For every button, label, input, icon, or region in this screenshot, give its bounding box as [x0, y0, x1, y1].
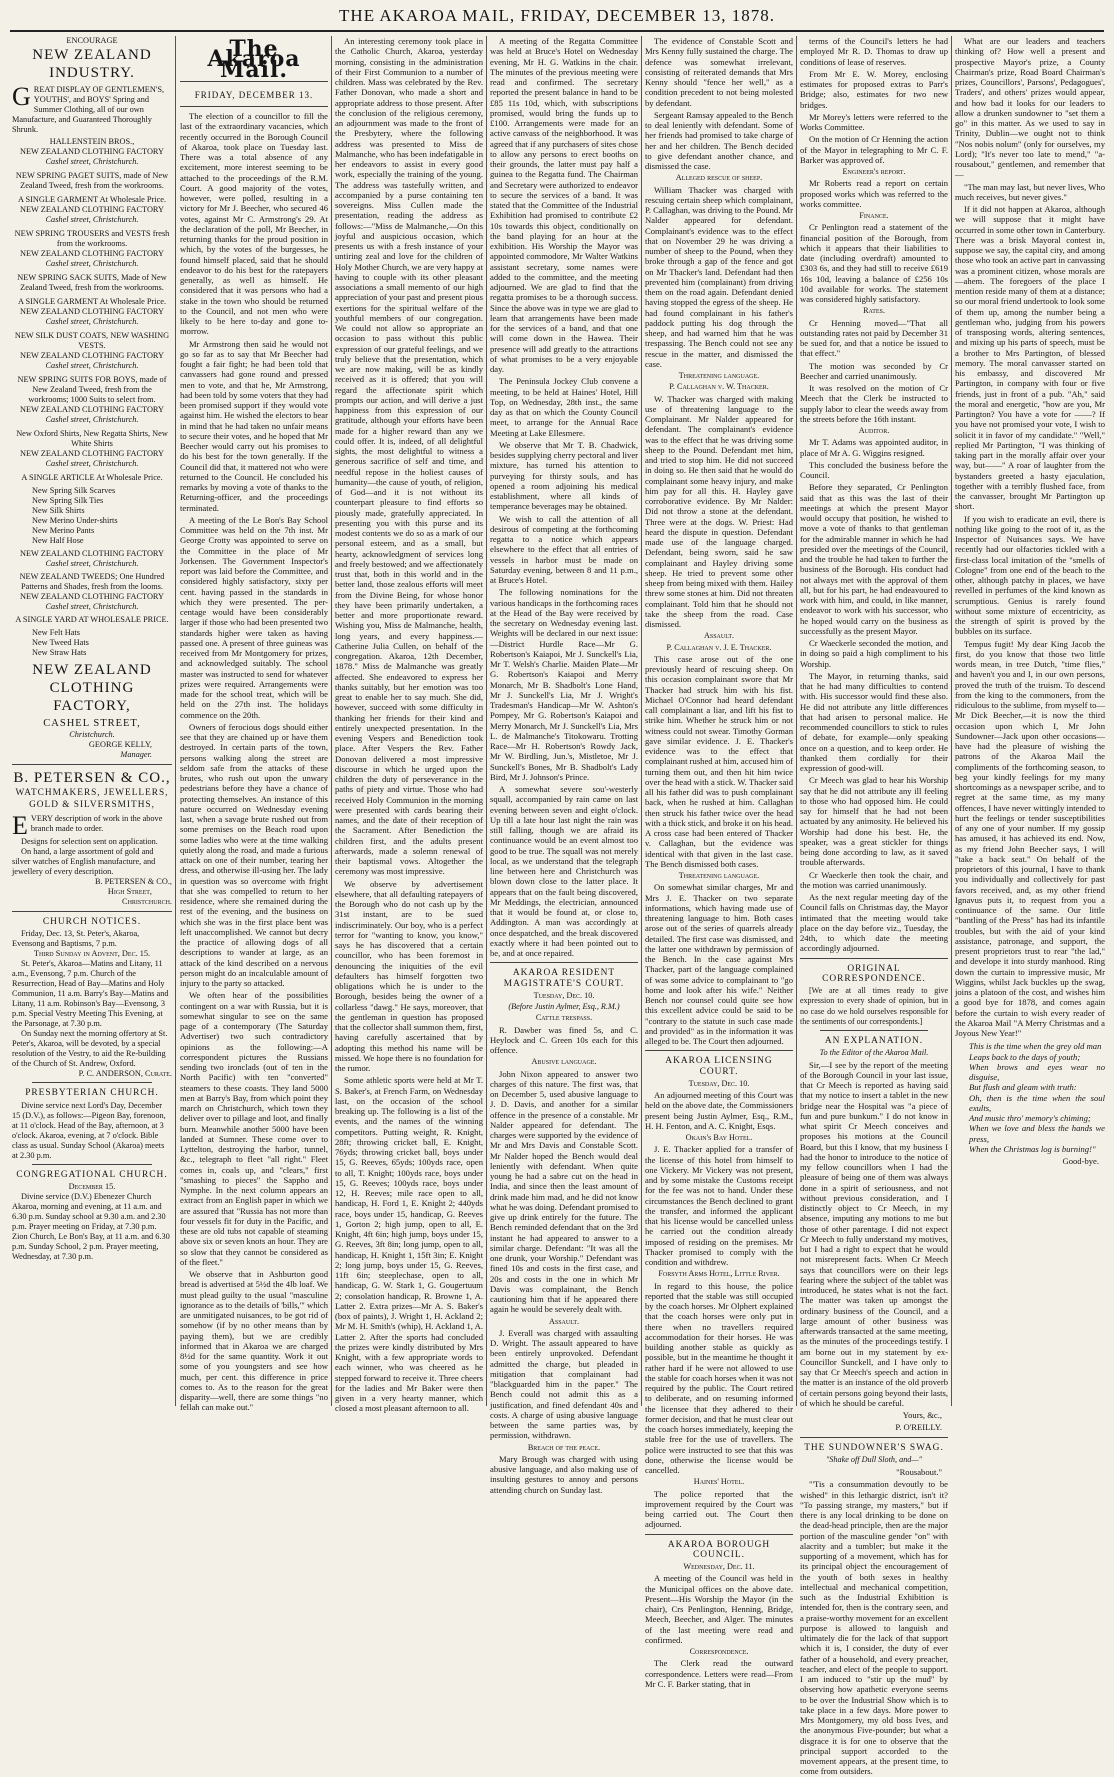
paragraph: We wish to call the attention of all desirous of competing at the forthcoming regatta to a notice which appears elsewhere to the effect that all entries of vessels in harbor must be made on Saturday evening, between 8 and 11 p.m., at Bruce's Hotel. — [490, 513, 638, 585]
divider — [645, 1534, 793, 1535]
divider — [32, 1082, 152, 1083]
factory-line: NEW ZEALAND CLOTHING FACTORY — [19, 449, 165, 458]
scarf-item: New Half Hose — [32, 536, 84, 545]
paragraph: On somewhat similar charges, Mr and Mrs J. E. Thacker on two separate informations, which having made use of threatening language to him. Both cases arose out of the series of quarrels already detailed. The first case was dismissed, and the latter one withdrawn by permission of the Bench. In the case against Mrs Thacker, part of the language complained of was some advice to complainant to "go home and look after his wife." Neither Bench nor counsel could quite see how this excellent advice could be said to be "contrary to the statute in such case made and provided" as in the information it was alleged to be. The Court then adjourned. — [645, 882, 793, 1046]
swag-heading: THE SUNDOWNER'S SWAG. — [804, 1442, 944, 1453]
paragraph: A meeting of the Regatta Committee was held at Bruce's Hotel on Wednesday evening, Mr H. G. Watkins in the chair. The minutes of the previous meeting were read and confirmed. The secretary reported the present balance in hand to be £85 11s 10d, which, with subscriptions promised, would bring the funds up to £100. Arrangements were made for an active canvass of the neighborhood. It was agreed that if any purchasers of sites chose to allow any persons to erect booths on their grounds, the latter must pay half a guinea to the Regatta fund. The Chairman and Secretary were authorized to endeavor to secure the services of a band. It was stated that the Committee of the Industrial Exhibition had promised to contribute £2 10s towards this object, conditionally on the band playing for an hour at the exhibition. His Worship the Mayor was appointed commodore, Mr Walter Watkins assistant secretary, some names were added to the committee, and the meeting adjourned. We are glad to find that the regatta promises to be a thorough success. Since the above was in type we are glad to learn that arrangements have been made for the services of a band, and that one will come down in the Hawea. Their presence will add greatly to the attractions of what promises to be a very enjoyable day. — [490, 36, 638, 374]
paragraph: A meeting of the Le Bon's Bay School Committee was held on the 7th inst. Mr George Crotty was appointed to serve on the Committee in the place of Mr Jorkensen. The Government Inspector's report was laid before the Committee, and considered highly satisfactory, sixty per cent. having passed in the standards in which they were presented. The per-centage would have been considerably larger if those who had been presented two standards higher were taken as having passed one. A present of three guineas was received from Mr Montgomery for prizes, and acknowledged suitably. The school master was instructed to send for whatever prizes were required. Arrangements were made for the school treat, which will be held on the 27th inst. The holidays commence on the 20th. — [180, 514, 328, 720]
licensing-heading: AKAROA LICENSING COURT. — [665, 1056, 773, 1077]
paragraph: "The man may last, but never lives, Who much receives, but never gives." — [955, 181, 1105, 202]
factory-line: NEW ZEALAND CLOTHING FACTORY — [19, 405, 165, 414]
assault-heading: Assault. — [703, 631, 735, 641]
letter-yours: Yours, &c., — [902, 1410, 942, 1420]
divider — [645, 1050, 793, 1051]
paragraph: If you wish to eradicate an evil, there is nothing like going to the root of it, as the Inspector of Nuisances says. We have recently had our olfactories tickled with a first-class local imitation of the "smells of Cologne" from one end of the beach to the other, although patchy in places, we have revelled in perfumes of the kind known as scrumptious. Genius is rarely found without some mixture of eccentricity, as the strength of spirit is proved by the bubbles on its surface. — [955, 513, 1105, 637]
hat-item: New Straw Hats — [32, 648, 87, 657]
explanation-letter: Sir,—I see by the report of the meeting of the Borough Council in your last issue, that Cr Meech is reported as having said that my notice to insert a tablet in the new bridge near the Hospital was "a piece of fun and pure bunkum." I do not know in what spirit Cr Meech conceives and proposes his motions at the Council Board, but this I know, that my business I had the honor to introduce to the notice of my fellow councillors when I had the pleasure of being one of them was always done in a spirit of seriousness, and not without previous consideration, and I distinctly object to Cr Meech, in my absence, imputing any motions to me but those of other parentage. I did not expect Cr Meech to fully understand my motives, but I had a right to expect that he would not misrepresent facts. When Cr Meech says that councillors were on their legs fearing where the subject of the tablet was introduced, he states what is not the fact. The matter was taken up amongst the ordinary business of the Council, and a large amount of other business was afterwards transacted at the same meeting, as the minutes of the proceedings testify. I am borne out in my statement by ex-Councillor Sunckell, and I have only to say that Cr Meech's speech and action in the matter is an instance of the old proverb of certain persons going beyond their lasts, of which he should be careful. — [800, 1059, 948, 1408]
petersen-name: B. PETERSEN & CO., — [13, 770, 171, 786]
borough-heading: AKAROA BOROUGH COUNCIL. — [667, 1539, 771, 1560]
engineer-heading: Engineer's report. — [842, 167, 906, 176]
column-2-editorial — [180, 36, 328, 1413]
paragraph: Cr Waeckerle then took the chair, and the motion was carried unanimously. — [800, 869, 948, 890]
borough-date: Wednesday, Dec. 11. — [683, 1562, 755, 1571]
paragraph: The motion was seconded by Cr Beecher and carried unanimously. — [800, 360, 948, 381]
church-services: St. Peter's, Akaroa—Matins and Litany, 11 a.m., Evensong, 7 p.m. Church of the Resurrection, Head of Bay—Matins and Holy Communion, 11 a.m. Barry's Bay—Matins and Litany, 11 a.m. Robinson's Bay—Evensong, 3 p.m. Special Vestry Meeting This Evening, at the Parsonage, at 7.30 p.m. — [12, 959, 169, 1029]
column-divider — [175, 36, 176, 1406]
paragraph: Mr Roberts read a report on certain proposed works which was referred to the works committee. — [800, 178, 948, 209]
threatening-heading: Threatening language. — [678, 371, 760, 380]
column-divider — [331, 36, 332, 1406]
factory-address: Cashel street, Christchurch. — [45, 415, 139, 424]
threatening2 — [645, 882, 793, 1046]
finance-heading: Finance. — [859, 211, 889, 220]
assault — [645, 654, 793, 869]
court-peace: Mary Brough was charged with using abusive language, and also making use of insulting gestures to annoy and persons attending church on Sunday last. — [490, 1453, 638, 1495]
congregational-body: Divine service (D.V.) Ebenezer Church Akaroa, morning and evening, at 11 a.m. and 6.30 p.m. Sunday school at 9.30 a.m. and 2.30 p.m. Prayer meeting on Friday, at 7.30 p.m. Zion Church, Le Bon's Bay, at 11 a.m. and 6.30 p.m. Sunday School, 2 p.m. Prayer meeting, Wednesday, at 7.30 p.m. — [12, 1191, 170, 1261]
news-paragraphs — [335, 36, 483, 1414]
hat-item: New Felt Hats — [32, 628, 80, 637]
church-signature: P. C. ANDERSON, Curate. — [78, 1069, 172, 1079]
court-assault-heading: Assault. — [548, 1316, 580, 1326]
swag-motto: "Shake off Dull Sloth, and—" — [825, 1454, 923, 1464]
masthead: THE AKAROA MAIL, FRIDAY, DECEMBER 13, 1878. — [339, 6, 775, 25]
correspondence-disclaimer: [We are at all times ready to give expression to every shade of opinion, but in no case do we hold ourselves responsible for the sentiments of our correspondents.] — [800, 986, 948, 1026]
paragraph: We often hear of the possibilities contingent on a war with Russia, but it is somewhat singular to see on the same page of a contemporary (The Saturday Advertiser) two such contradictory opinions as the following:—A correspondent pictures the Russians sending two ironclads (out of ten in the North Pacific) with ten "converted" steamers to these coasts. They land 5000 men at Barry's Bay, from which point they march on Christchurch, which town they deliver over to pillage and loot, and finally burn. Meanwhile another 5000 have been landed at Sumner. These come over to Lyttelton, destroying the harbor, tunnel, &c., telegraph to fleet "all right." Fleet comes in, coals up, and "clears," first "smashing to pieces" the Sappho and Nymphe. In the next column appears an extract from an English paper in which we are assured that "Russia has not more than four vessels fit for duty in the Pacific, and these are old tubs not capable of steaming above six or seven knots an hour. They are so slow that they cannot be considered as of the fleet." — [180, 990, 328, 1267]
paragraph: On the motion of Cr Henning the action of the Mayor in telegraphing to Mr C. F. Barker was approved of. — [800, 134, 948, 165]
news-paragraphs — [490, 36, 638, 958]
church-note: On Sunday next the morning offertory at St. Peter's, Akaroa, will be devoted, by a special resolution of the Vestry, to aid the Re-building of the Church of St. Andrew, Oxford. — [12, 1029, 168, 1069]
verse-line: But flush and gleam with truth: — [969, 1082, 1077, 1093]
factory-address: Cashel street, Christchurch. — [45, 459, 139, 468]
ad-item: A SINGLE GARMENT At Wholesale Price. — [17, 297, 167, 306]
explanation-heading: AN EXPLANATION. — [824, 1036, 924, 1046]
ad-dropcap: G — [12, 82, 31, 111]
masthead-rule — [10, 30, 1104, 32]
threatening — [645, 394, 793, 630]
paragraph: If it did not happen at Akaroa, although we will suppose that it might have occurred in some other town in Canterbury. There was a brisk Mayoral contest in, suppose we say, the capital city, and among those who took an active part in canvassing was a prominent citizen, whose morals are—ahem. The foregoers of the place I mention reside many of them at a distance; so our moral friend undertook to look some of them up, among the number being a gentleman who, judging from his powers of transposing words, altering sentences, and mixing up his parts of speech, must be a brother to Mrs Partington, of blessed memory. The moral canvasser started on his embassy, and discovered Mr Partington, in company with four or five friends, just in front of a pub. "Ah," said the moral and energetic, "how are you, Mr Partington? You have a vote for ——? If you have not promised your vote, I wish to solicit it in favor of my candidate." "Well," replied Mr Partington, "I was thinking of taking part in the morally affair over your way, but——" A roar of laughter from the bystanders greeted a hasty ejaculation, together with a terribly flushed face, from the canvasser, brought Mr Partington up short. — [955, 204, 1105, 512]
petersen-body3: On hand, a large assortment of gold and silver watches of English manufacture, and jewellery of every description. — [12, 847, 156, 876]
verse-line: When we love and bless the hands we press, — [969, 1123, 1105, 1144]
swag-paragraphs-continued — [955, 36, 1105, 1038]
ad-item-list — [12, 171, 172, 469]
columns — [12, 36, 1106, 1777]
paragraph: Cr Henning moved—"That all outstanding rates not paid by December 31 be sued for, and that a notice be issued to that effect." — [800, 317, 948, 359]
paragraph: We observe that Mr T. B. Chadwick, besides supplying cherry pectoral and liver mixture, has turned his attention to purveying for thirsty souls, and has opened a room adjoining his medical establishment, where all kinds of temperance beverages may be obtained. — [490, 439, 638, 512]
haines-heading: Haines' Hotel. — [693, 1477, 745, 1487]
column-5-court — [645, 36, 793, 1689]
verse-line: And music thro' memory's chiming; — [969, 1113, 1091, 1123]
factory-address: Cashel street, Christchurch. — [45, 259, 139, 268]
court-peace-heading: Breach of the peace. — [527, 1442, 601, 1452]
single-article: A SINGLE ARTICLE At Wholesale Price. — [21, 473, 163, 482]
factory-ad-city: Christchurch. — [69, 730, 115, 739]
paragraph: Before they separated, Cr Penlington said that as this was the last of their meetings at which the present Mayor would occupy that position, he wished to move a vote of thanks to that gentleman for the admirable manner in which he had presided over the meetings of the Council, and the trouble he had taken to further the business of the Borough. His conduct had not always met with the approval of them all, but for his part, he had endeavoured to work with him, and could, in like manner, endeavor to work with his successor, who he hoped would carry on the business as successfully as the present Mayor. — [800, 482, 948, 636]
auditor-heading: Auditor. — [858, 426, 890, 435]
verse-line: Leaps back to the days of youth; — [969, 1051, 1081, 1062]
editorial-paragraphs — [180, 111, 328, 1413]
petersen-body2: Designs for selection sent on application. — [21, 837, 158, 846]
church-notice-friday: Friday, Dec. 13, St. Peter's, Akaroa, Evensong and Baptisms, 7 p.m. — [12, 929, 140, 949]
divider — [12, 911, 172, 912]
paragraph: As the next regular meeting day of the Council falls on Christmas day, the Mayor intimated that the meeting would take place on the day before viz., Tuesday, the 24th, to which date the meeting accordingly adjourned. — [800, 892, 948, 954]
congregational-heading: CONGREGATIONAL CHURCH. — [16, 1169, 168, 1180]
dateline: FRIDAY, DECEMBER 13. — [194, 89, 314, 100]
paragraph: Cr Penlington read a statement of the financial position of the Borough, from which it appears that their liabilities to date (including overdraft) amounted to £303 6s, and they had still to receive £619 16s 10d, leaving a balance of £256 10s 10d available for works. The statement was considered highly satisfactory. — [800, 222, 948, 304]
congregational-date: December 15. — [68, 1181, 116, 1191]
licensing-date: Tuesday, Dec. 10. — [688, 1078, 750, 1088]
court-cattle: R. Dawber was fined 5s, and C. Heylock and C. Green 10s each for this offence. — [490, 1024, 638, 1055]
okains-body: J. E. Thacker applied for a transfer of the license of this hotel from himself to one Vickery. Mr Vickery was not present, and by some mistake the Customs receipt for the fee was not to hand. Under these circumstances the Bench declined to grant the transfer, and informed the applicant that his license would be cancelled unless he carried out the condition already imposed of residing on the premises. Mr Thacker promised to comply with the condition and withdrew. — [645, 1144, 793, 1267]
factory-address: Cashel street, Christchurch. — [45, 361, 139, 370]
scarf-item: New Silk Shirts — [32, 506, 85, 515]
column-7-swag — [955, 36, 1105, 1406]
sheep-rescue — [645, 185, 793, 370]
ad-item: NEW SPRING SACK SUITS, Made of New Zealand Tweed, fresh from the workrooms. — [17, 273, 167, 292]
paragraph: Cr Meech was glad to hear his Worship say that he did not attribute any ill feeling to those who had opposed him. He could say for himself that he had not been actuated by any animosity. He believed his Worship had done his best. He, the speaker, was a great stickler for things being done according to law, as it saved trouble afterwards. — [800, 775, 948, 868]
paragraph: The following nominations for the various handicaps in the forthcoming races at the Head of the Bay were received by the secretary on Wednesday evening last. Weights will be declared in our next issue:—District Hurdle Race—Mr G. Robertson's Kaiapoi, Mr J. Sunckell's Lia, Mr T. Welsh's Charlie. Maiden Plate—Mr G. Robertson's Kaiapoi and Merry Monarch, Mr B. Shadbolt's Lone Hand, Mr J. Sunckell's Lia, Mr J. Wright's Tradesman's Handicap—Mr W. Ashton's Pompey, Mr G. Robertson's Kaiapoi and Merry Monarch, Mr J. Sunckell's Lia, Mrs L. de Malmanche's Titokowaru. Trotting Race—Mr H. Robertson's Rowdy Jack, Mr W. Birdling, Jun.'s, Mistletoe, Mr J. Sunckell's Bones, Mr B. Shadbolt's Lady Bird, Mr J. Johnson's Prince. — [490, 587, 638, 782]
sheep-rescue-heading: Alleged rescue of sheep. — [675, 173, 763, 183]
column-3-news — [335, 36, 483, 1414]
divider — [180, 106, 328, 107]
column-1-advertisements — [12, 36, 172, 1406]
court-abusive-heading: Abusive language. — [531, 1057, 597, 1067]
scarf-item: New Spring Silk Scarves — [32, 486, 116, 495]
divider — [490, 962, 638, 963]
paragraph: We observe that in Ashburton good bread is advertised at 5½d the 4lb loaf. We must plead guilty to the usual "masculine ignorance as to the details of 'bills,'" which are unmitigated nuisances, to be got rid of somehow (if by no other means than by paying them), but we are credibly informed that in Akaroa we are charged 8½d for the same quantity. Work it out some of you youngsters and see how much, per cent. this difference in price comes to. As to the reason for the great disparity—well, there are some things "no fellah can make out." — [180, 1269, 328, 1413]
petersen-trade: WATCHMAKERS, JEWELLERS, GOLD & SILVERSMITHS, — [15, 788, 169, 810]
column-4-news — [490, 36, 638, 1495]
ad-item: NEW SPRING TROUSERS and VESTS fresh from the workrooms. — [14, 229, 170, 248]
forsyth-heading: Forsyth Arms Hotel, Little River. — [658, 1269, 780, 1279]
verse-line: This is the time when the grey old man — [969, 1041, 1102, 1052]
scarf-item: New Merino Pants — [32, 526, 95, 535]
ad-item: A SINGLE GARMENT At Wholesale Price. — [17, 195, 167, 204]
ad-item: NEW SILK DUST COATS, NEW WASHING VESTS. — [14, 331, 170, 350]
paragraph: The evidence of Constable Scott and Mrs Kenny fully sustained the charge. The defence was somewhat irrelevant, consisting of reiterated demands that Mrs Kenny should "fence her well," as a condition precedent to not being molested by defendant. — [645, 36, 793, 108]
hats-list — [32, 628, 172, 658]
letter-signature: P. O'REILLY. — [895, 1422, 942, 1433]
divider — [800, 958, 948, 959]
factory-ad-role: Manager. — [120, 750, 152, 759]
factory-ad-line2: CLOTHING FACTORY, — [49, 680, 135, 714]
rates — [800, 318, 948, 425]
court-assault: J. Everall was charged with assaulting D. Wright. The assault appeared to have been entirely unprovoked. Defendant admitted the charge, but pleaded in mitigation that complainant had "blackguarded him in the paper." The Bench could not admit this as a justification, and fined defendant 40s and costs. A charge of using abusive language between the same parties was, by permission, withdrawn. — [490, 1327, 638, 1441]
explanation-to: To the Editor of the Akaroa Mail. — [819, 1048, 929, 1058]
presbyterian-body: Divine service next Lord's Day, December 15 (D.V.), as follows:—Pigeon Bay, forenoon, at 11 o'clock. Head of the Bay, afternoon, at 3 o'clock. Akaroa, evening, at 7 o'clock. Bible class as usual. Sunday School (Akaroa) meets at 2.30 p.m. — [12, 1100, 166, 1160]
single-yard: A SINGLE YARD AT WHOLESALE PRICE. — [15, 615, 169, 624]
factory-address: Cashel street, Christchurch. — [45, 559, 139, 568]
column-divider — [951, 36, 952, 1406]
factory-ad-line1: NEW ZEALAND — [32, 662, 152, 678]
swag-verse — [969, 1041, 1105, 1154]
paragraph: This case arose out of the one previously heard of rescuing sheep. On this occasion complainant swore that Mr Thacker had struck him with his fist. Michael O'Connor had heard defendant call complainant a liar, and lift his fist to strike him. Whether he struck him or not witness could not swear. Timothy Gorman gave similar evidence. J. E. Thacker's evidence was to the effect that complainant rushed at him, accused him of turning them out, and then hit him twice over the head with a stick. W. Thacker said all his father did was to push complainant back, when he rushed at him. Callaghan then struck his father twice over the head with a thick stick, and broke it on his head. A cross case had been entered of Thacker v. Callaghan, but the evidence was identical with that given in the last case. The Bench dismissed both cases. — [645, 653, 793, 869]
court-abusive: John Nixon appeared to answer two charges of this nature. The first was, that on December 5, used abusive language to J. D. Davis, and another for a similar offence in the presence of a constable. Mr Nalder appeared for defendant. The charges were supported by the evidence of Mr and Mrs Davis and Constable Scott. Mr Nalder hoped the Bench would deal leniently with defendant. When quite young he had a sabre cut on the head in India, and since then the least amount of drink made him mad, and he did not know what he was doing. Defendant promised to give up drink entirely for the future. The Bench reminded defendant that on the 3rd instant he had appeared to answer to a similar charge. Defendant: "It was all the one drunk, your Worship." Defendant was fined 10s and costs in the first case, and 20s and costs in the one in which Mr Davis was complainant, the Bench cautioning him that if he appeared there again he would be severely dealt with. — [490, 1068, 638, 1315]
factory-line: NEW ZEALAND CLOTHING FACTORY — [19, 249, 165, 258]
verse-line: When the Christmas log is burning!" — [969, 1143, 1096, 1154]
scarf-item: New Spring Silk Ties — [32, 496, 104, 505]
haines-body: The police reported that the improvement required by the Court was being carried out. The Court then adjourned. — [645, 1488, 793, 1530]
scarf-list — [32, 486, 172, 546]
paragraph: The Peninsula Jockey Club convene a meeting, to be held at Haines' Hotel, Hill Top, on Wednesday, 28th inst., the same day as that on which the County Council meet, to arrange for the Annual Race Meeting at Lake Ellesmere. — [490, 376, 638, 438]
factory-line: NEW ZEALAND CLOTHING FACTORY — [19, 307, 165, 316]
factory-line: NEW ZEALAND CLOTHING FACTORY — [19, 592, 165, 601]
ad-intro: GREAT DISPLAY OF GENTLEMEN'S, YOUTHS', and BOYS' Spring and Summer Clothing, all of our own Manufacture, and Guaranteed Thoroughly Shrunk. — [12, 82, 165, 134]
forsyth-body: In regard to this house, the police reported that the stable was still occupied by the coach horses. Mr Olphert explained that the coach horses were only put in there when no travellers required accommodation for their horses. He was building another stable as quickly as possible, but in the meantime he thought it rather hard if he were not allowed to use the stable for coach horses when it was not required by the public. The Court retired to deliberate, and on resuming informed the licensee that they adhered to their former decision, and that he must clear out the coach horses immediately, keeping the stable free for the use of travellers. The police were instructed to see that this was done, otherwise the license would be cancelled. — [645, 1280, 793, 1475]
factory-ad-manager: GEORGE KELLY, — [88, 740, 152, 749]
ad-item: NEW SPRING SUITS FOR BOYS, made of New Zealand Tweed, fresh from the workrooms; 1000 Suits to select from. — [17, 375, 167, 404]
divider — [32, 1164, 152, 1165]
swag-signature: Good-bye. — [1062, 1156, 1099, 1166]
church-notices-heading: CHURCH NOTICES. — [42, 917, 142, 927]
paragraph: Mr T. Adams was appointed auditor, in place of Mr A. G. Wiggins resigned. — [800, 437, 948, 458]
court-continued — [645, 36, 793, 171]
petersen-address2: Christchurch. — [122, 897, 172, 906]
licensing-body: An adjourned meeting of this Court was held on the above date, the Commissioners present being Justin Aylmer, Esq., R.M., H. H. Fenton, and A. C. Knight, Esqs. — [645, 1090, 793, 1131]
ad-item: NEW SPRING PAGET SUITS, made of New Zealand Tweed, fresh from the workrooms. — [15, 171, 169, 190]
borough-body: A meeting of the Council was held in the Municipal offices on the above date. Present—His Worship the Mayor (in the chair), Crs Penlington, Henning, Bridge, Meech, Beecher, and Alger. The minutes of the last meeting were read and confirmed. — [645, 1573, 793, 1645]
paragraph: Owners of ferocious dogs should either see that they are chained up or have them destroyed. In certain parts of the town, persons walking along the street are seldom safe from the attacks of these brutes, who rush out upon the unwary pedestrians before they have a chance of protecting themselves. An instance of this nature occurred on Wednesday evening last, when a savage brute rushed out from some premises on the Beach road upon some ladies who were at the time walking quietly along the road, and made a furious attack on one of their number, tearing her dress, and otherwise ill-using her. The lady in question was so overcome with fright that she was compelled to return to her residence, where she remained during the rest of the evening, and the business on which she was in the first place bent was left unaccomplished. We cannot but decry the practice of allowing dogs of all descriptions to wander at large, as an attack of the kind described on a nervous person might do an incalculable amount of injury to the party so attacked. — [180, 721, 328, 988]
engineer-report — [800, 178, 948, 209]
presbyterian-heading: PRESBYTERIAN CHURCH. — [25, 1088, 159, 1099]
borough-corr-heading: Correspondence. — [689, 1647, 749, 1656]
divider — [12, 764, 172, 765]
paragraph: Cr Waeckerle seconded the motion, and in doing so paid a high compliment to his Worship. — [800, 638, 948, 669]
petersen-body: EVERY description of work in the above branch made to order. — [12, 811, 163, 840]
okains-heading: Okain's Bay Hotel. — [685, 1133, 753, 1142]
scarf-item: New Merino Under-shirts — [32, 516, 118, 525]
column-6-council — [800, 36, 948, 1777]
factory-address: Cashel street, Christchurch. — [45, 317, 139, 326]
paragraph: This concluded the business before the Council. — [800, 459, 948, 480]
correspondence-heading: ORIGINAL CORRESPONDENCE. — [822, 963, 926, 984]
factory-line: NEW ZEALAND CLOTHING FACTORY — [19, 549, 165, 558]
assault-title: P. Callaghan v. J. E. Thacker. — [666, 642, 772, 652]
paragraph: What are our leaders and teachers thinking of? How well a present and prospective Mayor's prize, a County Chairman's prize, Road Board Chairman's prizes, Councillors', Parsons', Pedagogues', Traders', and others' prizes would appear, and how bad it looks for our leaders to allow a drunken sundowner to "set them a go" in this matter. As we used to say in Trinity, Dublin—we ought not to think "Nos nobis nolum" (only for ourselves, my Lord); "It's never too late to mend," "a-rousabout," gentlemen, and remember that— — [955, 36, 1105, 180]
paragraph: From Mr E. W. Morey, enclosing estimates for proposed extras to Parr's Bridge; also, estimates for two new bridges. — [800, 68, 948, 110]
column-divider — [641, 36, 642, 1406]
divider — [800, 1437, 948, 1438]
verse-line: When brows and eyes wear no disguise, — [969, 1061, 1105, 1082]
paragraph: The election of a councillor to fill the last of the extraordinary vacancies, which recently occurred in the Borough Council of Akaroa, took place on Tuesday last. There was a total absence of any excitement, more interest seeming to be attached to the proceedings of the R.M. Court. A good majority of the votes, however, were polled, resulting in a victory for Mr J. Beecher, who secured 46 votes, against Mr C. Armstrong's 29. At the declaration of the poll, Mr Beecher, in returning thanks for the proud position in which, by the votes of the burgesses, he found himself placed, said that he should endeavor to do his best for the ratepayers generally, as well as himself. He considered that it was persons who had a stake in the town who should be returned to the Council, and not men who were likely to be here to-day and gone to-morrow. — [180, 111, 328, 337]
petersen-dropcap: E — [12, 811, 28, 840]
church-advent: Third Sunday in Advent, Dec. 15. — [33, 949, 151, 959]
finance — [800, 222, 948, 304]
paragraph: It was resolved on the motion of Cr Meech that the Clerk be instructed to supply labor to clear the weeds away from the streets before the 16th instant. — [800, 383, 948, 424]
paragraph: "'Tis a consummation devoutly to be wished" in this lethargic district, isn't it? "To passing strange, my masters," but if there is any local drinking to be done on the dead-head principle, then are the major portion of the masculine gender "on" with alacrity and a tumbler; but make it the supporting of a movement, which has for its principal object the encouragement of the youth of both sexes in healthy intellectual and mechanical competition, such as the Industrial Exhibition is intended for, then is the contrary seen, and a praise-worthy movement for an excellent purpose is allowed to languish and ultimately die for the lack of that support which it is, I consider, the duty of ever father of a household, and every preacher, teacher, and elect of the people to support. I am induced to "stir up the mud" by observing how apathetic everyone seems to be over the Industrial Show which is to take place in a few days. More power to Mrs Montgomery, my old boss Ives, and the anonymous Five-pounder; but what a disgrace it is for one to observe that the principal support accorded to the movement appears, at the present time, to come from outsiders. — [800, 1479, 948, 1777]
paragraph: A somewhat severe sou'-westerly squall, accompanied by rain came on last evening between seven and eight o'clock. Up till a late hour last night the rain was still falling, though we are afraid its continuance would be an event almost too good to be true. The squall was not merely local, as we understand that the telegraph line between here and Christchurch was blown down close to the latter place. It appears that on the fault being discovered, Mr Meddings, the electrician, announced that it would be found at, or close to, Addington. A man was accordingly at once despatched, and the break discovered exactly where it had been pointed out to be, and at once repaired. — [490, 784, 638, 958]
paragraph: The Mayor, in returning thanks, said that he had many difficulties to contend with. His successor would find these also. He did not attribute any little differences that had arisen to personal malice. He recommended councillors to stick to rules of debate, for example—only speaking once on a question, and to keep order. He thanked them cordially for their expression of good-will. — [800, 670, 948, 773]
paper-title: The Akaroa Mail. — [207, 36, 301, 83]
court-date: Tuesday, Dec. 10. — [533, 990, 595, 1000]
paragraph: William Thacker was charged with rescuing certain sheep which complainant, P. Callaghan, was driving to the Pound. Mr Nalder appeared for defendant. Complainant's evidence was to the effect that on November 29 he was driving a number of sheep to the Pound, when they broke through a gap of the fence and got on Mr Thacker's land. Defendant had then prevented him (complainant) from driving them on the road again. Defendant denied having stopped the egress of the sheep. He had found complainant in his father's paddock putting his dog through the sheep, and had warned him that he was trespassing. The Bench could not see any rescue in the matter, and dismissed the case. — [645, 184, 793, 369]
ad-encourage: ENCOURAGE — [66, 36, 118, 45]
factory-line: NEW ZEALAND CLOTHING FACTORY — [19, 205, 165, 214]
threatening-title: P. Callaghan v. W. Thacker. — [669, 382, 769, 392]
paragraph: Mr Armstrong then said he would not go so far as to say that Mr Beecher had fought a fair fight; he had been told that canvassers had gone round and pressed men to vote, and that he, Mr Armstrong, had been told by some voters that they had been promised support if they would vote against him. He wished the electors to bear in mind that he had taken no unfair means to secure their votes, and he hoped that Mr Beecher would carry out his promises to do his best for the town generally. If the Council did that, it mattered not who were returned to the Council. He concluded his remarks by moving a vote of thanks to the Returning-officer, and the proceedings terminated. — [180, 338, 328, 513]
factory-address: Cashel street, Christchurch. — [45, 215, 139, 224]
threatening2-heading: Threatening language. — [678, 871, 760, 880]
paragraph: We observe by advertisement elsewhere, that all defaulting ratepayers of the Borough who do not cash up by the 31st instant, are to be sued indiscriminately. Our boy, who is a perfect terror for "wanting to know, you know," says he has discovered that a certain councillor, who has been foremost in denouncing the iniquities of the evil defaulters has himself forgotten two obligations which he is under to the Borough, besides being the owner of a collarless "dawg." He says, moreover, that the gentleman in question has proposed that the collector shall summon them, first, having carefully ascertained that by adopting this method his name will be missed. We hope there is no foundation for the rumor. — [335, 878, 483, 1073]
divider — [820, 1030, 928, 1031]
borough-corr: The Clerk read the outward correspondence. Letters were read—From Mr C. F. Barker stating, that in — [645, 1658, 793, 1689]
verse-line: Oh, then is the time when the soul exults, — [969, 1092, 1105, 1113]
column-divider — [796, 36, 797, 1406]
rates-heading: Rates. — [863, 306, 885, 316]
paragraph: An interesting ceremony took place in the Catholic Church, Akaroa, yesterday morning, consisting in the administration of their First Communion to a number of children. Mass was celebrated by the Rev. Father Donovan, who made a short and appropriate address to those present. After the conclusion of the religious ceremony, an adjournment was made to the front of the Presbytery, where the following address was presented to Miss de Malmanche, who has been indefatigable in her endeavors to assist in every good work, especially the training of the young. The address was tastefully written, and accompanied by a purse containing ten sovereigns. Miss Cullen made the presentation, reading the address as follows:—"Miss de Malmanche,—On this joyful and auspicious occasion, which presents us with a fresh instance of your untiring zeal and love for the children of Holy Mother Church, we are very happy at having to couple with its other pleasant associations a small memento of our high appreciation of your past and present pious exertions for the spiritual welfare of the youthful members of our congregation. We could not allow so appropriate an occasion to pass without this public expression of our grateful feelings, and we truly believe that the presentation, which we are now making, will be as kindly received as it is offered; that you will regard the affectionate spirit which prompts our action, and will derive a just happiness from this expression of our gratitude, although your efforts have been made for a higher reward than any we could offer. It is, indeed, of all delightful sights, the most delightful to witness a generous sacrifice of self and time, and needful repose in the holiest causes of humanity—the cause of youth, of religion, of God—and it is not without its counterpart pleasure to find efforts so piously made, gratefully appreciated. In presenting you with this purse and its modest contents we do so as a mark of our personal esteem, and as a small, but hearty, acknowledgment of services long and freely bestowed; and we affectionately trust that, both in this world and in the better land, those zealous efforts will meet from the Divine Being, for whose honor they have been primarily undertaken, a better and more proportionate reward. Wishing you, Miss de Malmanche, health, long years, and every happiness.—Catherine Julia Cullen, on behalf of the congregation. Akaroa, 12th December, 1878." Miss de Malmanche was greatly affected. She endeavored to express her thanks suitably, but her emotion was too great to enable her to say much. She did, however, succeed with some difficulty in thanking her friends for their kind and entirely unexpected presentation. In the evening Vespers and Benediction took place. After Vespers the Rev. Father Donovan delivered a most impressive discourse in which he urged upon the children the duty of perseverance in the paths of piety and virtue. Those who had received Holy Communion in the morning were presented with cards bearing their names, and the date of their reception of the Sacrament. After Benediction the children first, and the adults present afterwards, made a solemn renewal of their baptismal vows. Altogether the ceremony was most impressive. — [335, 36, 483, 877]
tweeds-ad: NEW ZEALAND TWEEDS; One Hundred Patterns and Shades, fresh from the looms. — [19, 572, 165, 591]
council-continued — [800, 36, 948, 165]
factory-line: NEW ZEALAND CLOTHING FACTORY — [19, 351, 165, 360]
swag-paragraphs — [800, 1479, 948, 1776]
ad-item: New Oxford Shirts, New Regatta Shirts, New White Shirts — [16, 429, 168, 448]
factory-address: Cashel street, Christchurch. — [45, 602, 139, 611]
paragraph: Mr Morey's letters were referred to the Works Committee. — [800, 111, 948, 132]
court-heading: AKAROA RESIDENT MAGISTRATE'S COURT. — [503, 968, 625, 989]
hat-item: New Tweed Hats — [32, 638, 89, 647]
petersen-signature: B. PETERSEN & CO., — [95, 877, 172, 886]
paragraph: W. Thacker was charged with making use of threatening language to the Complainant. Mr Nalder appeared for defendant. The complainant's evidence was to the effect that he was driving some sheep to the Pound. Defendant met him, and tried to stop him. He did not succeed in doing so. He then said that he would do complainant some heavy injury, and make him pay for all this. H. Hayley gave corroborative evidence. By Mr Nalder: Did not throw a stone at the defendant. Three were at the dogs. W. Priest: Had heard the dispute in question. Defendant made use of the language charged. Defendant, being sworn, said he saw complainant and Hayley driving some sheep. He tried to prevent some other sheep from being mixed with them. Hailey threw some stones at him. Did not threaten complainant. Told him that he should not take the sheep from the road. Case dismissed. — [645, 393, 793, 629]
petersen-address1: High Street, — [107, 887, 152, 896]
auditor — [800, 437, 948, 953]
swag-motto2: "Rousabout." — [896, 1467, 942, 1477]
factory-ad-street: CASHEL STREET, — [43, 718, 141, 729]
factory-line: NEW ZEALAND CLOTHING FACTORY — [19, 147, 165, 156]
column-divider — [486, 36, 487, 1406]
paragraph: Some athletic sports were held at Mr T. S. Baker's, at French Farm, on Wednesday last, on the occasion of the school breaking up. The following is a list of the events, and the names of the winning competitors. Putting weight, R. Knight, 28ft; throwing cricket ball, E. Knight, 76yds; throwing cricket ball, boys under 15, G. Reeves, 65yds; 100yds race, open to all, T. Knight; 100yds race, boys under 15, G. Reeves; 100yds race, boys under 12, H. Reeves; mile race open to all, handicap, H. Ford 1, E. Knight 2; 440yds race, boys under 15, handicap, G. Reeves 1, Gorton 2; high jump, open to all, E. Knight, 4ft 6in; high jump, boys under 15, G. Reeves, 3ft 8in; long jump, open to all, handicap, H. Knight 1, 15ft 3in; E. Knight 2; long jump, boys under 15, G. Reeves, 11ft 6in; steeplechase, open to all, handicap, G. W. Stark 1, G. Gougertuum 2; consolation handicap, R. Browne 1, A. Latter 2. Extra prizes—Mr A. S. Baker's (box of paints), J. Wright 1, H. Ackland 2; Mr M. H. Smith's (whip), H. Ackland 1, A. Latter 2. After the sports had concluded the prizes were kindly distributed by Mrs Knight, with a few appropriate words to each winner, who was cheered as he stepped forward to receive it. Three cheers for the ladies and Mr Baker were then given in a very hearty manner, which closed a most pleasant afternoon to all. — [335, 1075, 483, 1414]
ad-headline: NEW ZEALAND INDUSTRY. — [32, 47, 152, 81]
ad-firm: HALLENSTEIN BROS., — [49, 137, 135, 146]
paragraph: Tempus fugit! My dear King Jacob the first, do you know that those two little words mean, in tree Dutch, "time flies," and haven't you and I, in our own persons, proved the truth of the truism. To descend from the king to the commoners, from the ridiculous to the sublime, from myself to—Mr Dick Beecher,—it is now the third occasion upon which I, Mr John Sundowner—Jack upon other occasions—have had the pleasure of wishing the patrons of the Akaroa Mail the compliments of the forthcoming season, to beg your kindly feelings for my many shortcomings as a newspaper scribe, and to regret at the same time, as my many offences, I have never wittingly intended to hurt the feelings or tender susceptibilities of any one of your number. If my gossip has amused, it has achieved its end. Now, as my friend John Beecher says, I will "take a back seat." On behalf of the proprietors of this journal, I have to thank you individually and collectively for past favors received, and, as my other friend Ignavus puts it, to request from you a continuance of the same. Our little "bantling of the Press" has had its infantile troubles, but with the aid of your kind assistance, patronage, and support, the present proprietors trust to rear "the lad," and develope it into sturdy manhood. Ring down the curtain to impressive music, Mr Wiggins, whilst Jack buckles up the swag, joins a platoon of the cost, and wishes him a good bye for 1878, and comes again before the curtain to wish every reader of the Akaroa Mail "A Merry Christmas and a Joyous New Year!" — [955, 638, 1105, 1038]
court-before: (Before Justin Aylmer, Esq., R.M.) — [508, 1002, 620, 1011]
court-cattle-heading: Cattle trespass. — [535, 1013, 593, 1023]
paragraph: Sergeant Ramsay appealed to the Bench to deal leniently with defendant. Some of her friends had promised to take charge of her and her children. The Bench decided to give defendant another chance, and dismissed the case. — [645, 109, 793, 171]
factory-address: Cashel street, Christchurch. — [45, 157, 139, 166]
paragraph: terms of the Council's letters he had employed Mr R. D. Thomas to draw up conditions of lease of reserves. — [800, 36, 948, 67]
